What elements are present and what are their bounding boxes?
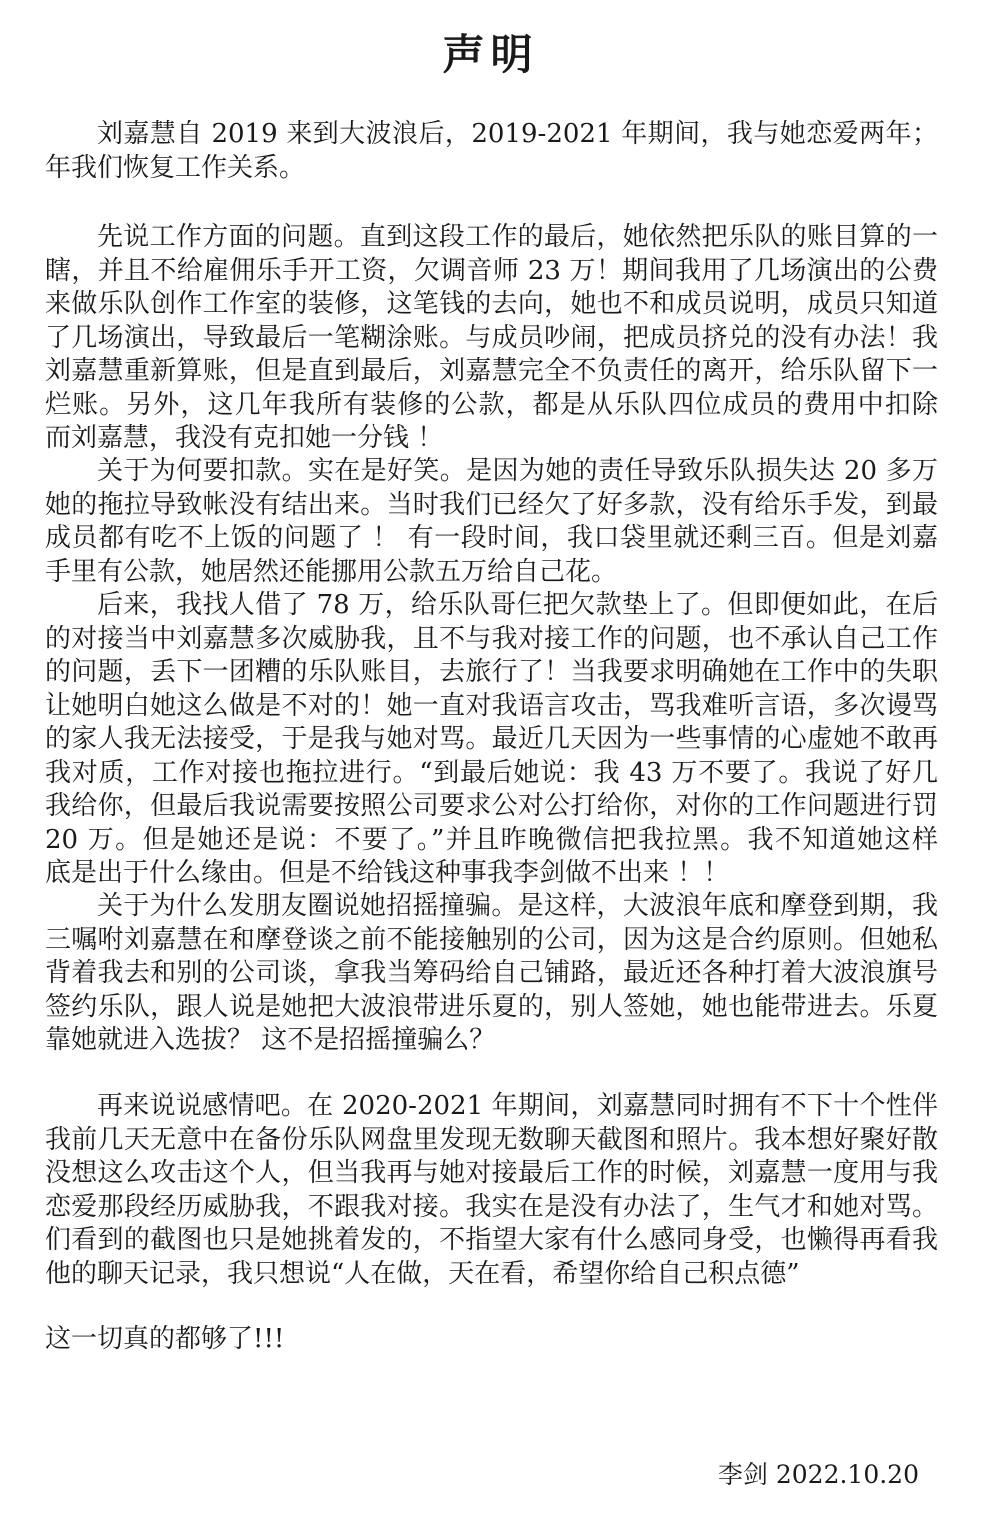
text-line: 底是出于什么缘由。但是不给钱这种事我李剑做不出来 ！！ [45,858,730,888]
document-title: 声明 [442,30,539,79]
text-line: 三嘱咐刘嘉慧在和摩登谈之前不能接触别的公司，因为这是合约原则。但她私 [45,924,938,955]
text-line: 先说工作方面的问题。直到这段工作的最后，她依然把乐队的账目算的一 [97,222,938,252]
text-line: 烂账。另外，这几年我所有装修的公款，都是从乐队四位成员的费用中扣除 [45,389,938,420]
text-line: 我对质，工作对接也拖拉进行。“到最后她说：我 43 万不要了。我说了好几 [45,757,938,788]
text-line: 而刘嘉慧，我没有克扣她一分钱 ！ [45,423,444,453]
text-line: 让她明白她这么做是不对的！她一直对我语言攻击，骂我难听言语，多次谩骂 [45,690,938,721]
text-line: 们看到的截图也只是她挑着发的，不指望大家有什么感同身受，也懒得再看我 [45,1225,938,1255]
paragraph [45,589,938,891]
text-line: 刘嘉慧重新算账，但是直到最后，刘嘉慧完全不负责任的离开，给乐队留下一 [45,356,938,386]
text-line: 手里有公款，她居然还能挪用公款五万给自己花。 [45,556,618,587]
text-line: 我前几天无意中在备份乐队网盘里发现无数聊天截图和照片。我本想好聚好散 [45,1124,938,1155]
paragraph [45,890,938,1058]
text-line: 她的拖拉导致帐没有结出来。当时我们已经欠了好多款，没有给乐手发，到最 [45,489,938,520]
text-line: 20 万。但是她还是说：不要了。”并且昨晚微信把我拉黑。我不知道她这样 [45,824,938,855]
text-line: 的家人我无法接受，于是我与她对骂。最近几天因为一些事情的心虚她不敢再 [45,724,938,754]
text-line: 后来，我找人借了 78 万，给乐队哥仨把欠款垫上了。但即便如此，在后 [97,590,938,620]
signature-date: 李剑 2022.10.20 [717,1460,919,1489]
text-line: 来做乐队创作工作室的装修，这笔钱的去向，她也不和成员说明，成员只知道 [45,289,938,319]
text-line: 背着我去和别的公司谈，拿我当筹码给自己铺路，最近还各种打着大波浪旗号 [45,958,938,988]
text-line: 这一切真的都够了!!! [45,1324,285,1354]
text-line: 恋爱那段经历威胁我，不跟我对接。我实在是没有办法了，生气才和她对骂。 [45,1191,938,1222]
paragraph [45,1323,938,1357]
text-line: 没想这么攻击这个人，但当我再与她对接最后工作的时候，刘嘉慧一度用与我 [45,1158,938,1188]
text-line: 的对接当中刘嘉慧多次威胁我，且不与我对接工作的问题，也不承认自己工作 [45,623,938,654]
paragraph [45,1090,938,1291]
text-line: 的问题，丢下一团糟的乐队账目，去旅行了！当我要求明确她在工作中的失职 [45,657,938,687]
text-line: 签约乐队，跟人说是她把大波浪带进乐夏的，别人签她，她也能带进去。乐夏 [45,991,938,1022]
text-line: 成员都有吃不上饭的问题了 ！ 有一段时间，我口袋里就还剩三百。但是刘嘉 [45,523,938,553]
text-line: 他的聊天记录，我只想说“人在做，天在看，希望你给自己积点德” [45,1258,800,1289]
text-line: 靠她就进入选拔？ 这不是招摇撞骗么？ [45,1025,496,1055]
paragraph [45,118,938,185]
text-line: 关于为什么发朋友圈说她招摇撞骗。是这样，大波浪年底和摩登到期，我 [97,891,938,921]
text-line: 瞎，并且不给雇佣乐手开工资，欠调音师 23 万！期间我用了几场演出的公费 [45,255,938,286]
text-line: 我给你，但最后我说需要按照公司要求公对公打给你，对你的工作问题进行罚 [45,791,938,821]
text-line: 了几场演出，导致最后一笔糊涂账。与成员吵闹，把成员挤兑的没有办法！我 [45,322,938,353]
paragraph [45,221,938,456]
text-line: 再来说说感情吧。在 2020-2021 年期间，刘嘉慧同时拥有不下十个性伴 [97,1091,938,1121]
paragraph [45,455,938,589]
text-line: 关于为何要扣款。实在是好笑。是因为她的责任导致乐队损失达 20 多万 [97,456,938,486]
text-line: 刘嘉慧自 2019 来到大波浪后，2019-2021 年期间，我与她恋爱两年； [97,119,938,149]
text-line: 年我们恢复工作关系。 [45,152,306,183]
